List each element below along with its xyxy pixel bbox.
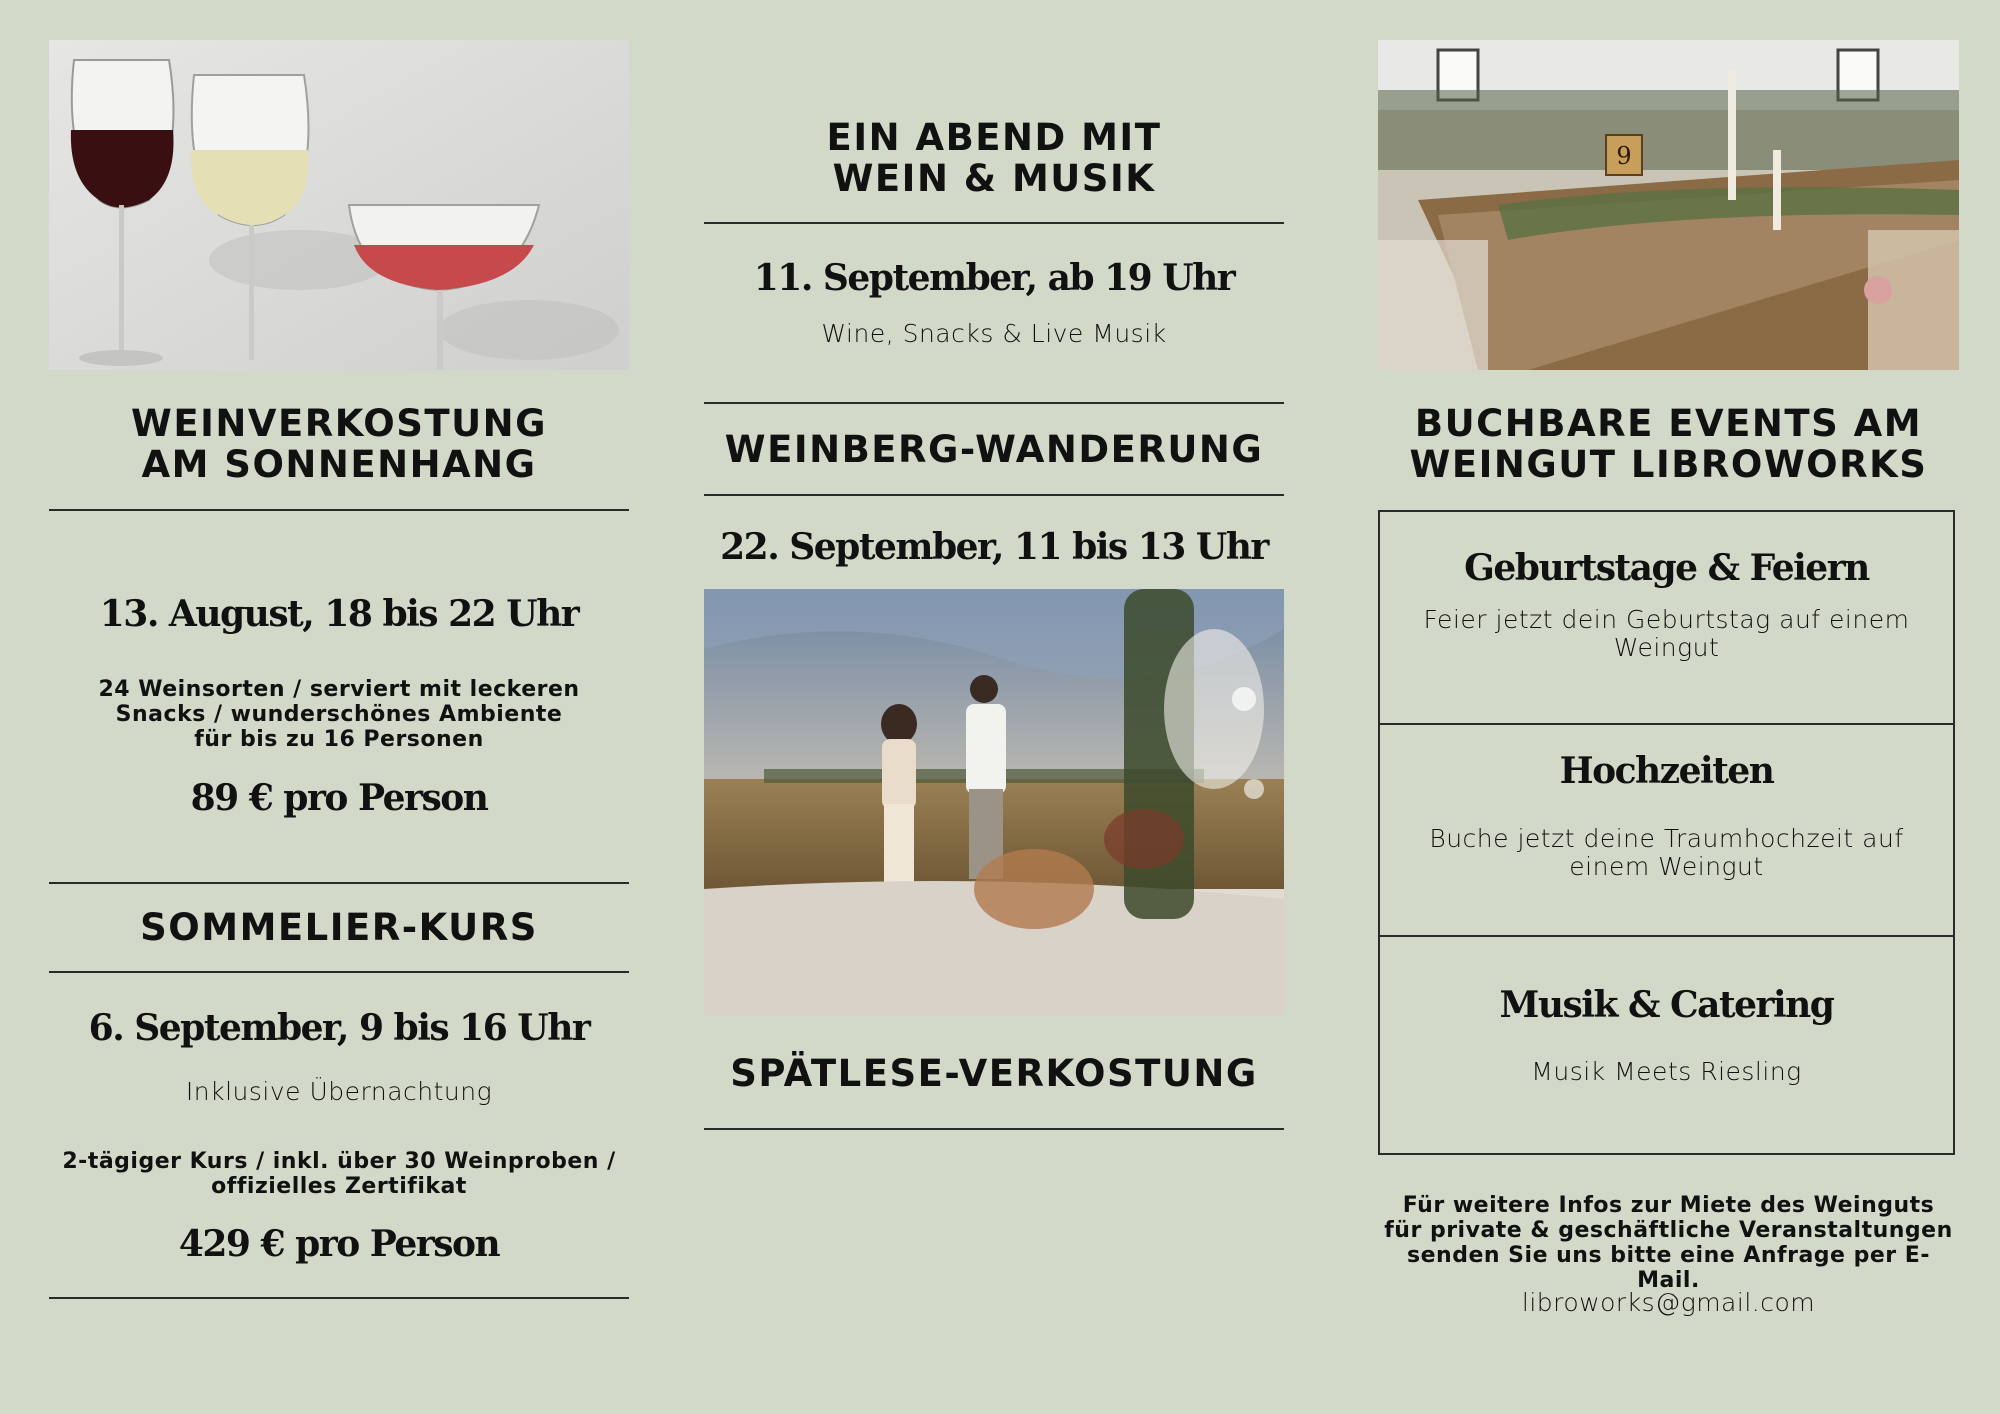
divider [704, 494, 1284, 496]
tasting-title-line2: AM SONNENHANG [141, 443, 537, 486]
divider [49, 882, 629, 884]
events-title [1378, 403, 1959, 485]
sommelier-price: 429 € pro Person [178, 1223, 500, 1265]
divider [704, 402, 1284, 404]
event-box-birthday[interactable] [1378, 510, 1955, 725]
tasting-desc-line1: 24 Weinsorten / serviert mit leckeren [98, 677, 580, 702]
tasting-desc-line2: Snacks / wunderschönes Ambiente [115, 702, 563, 727]
evening-subtitle: Wine, Snacks & Live Musik [821, 319, 1167, 348]
sommelier-date: 6. September, 9 bis 16 Uhr [88, 1007, 590, 1049]
event-box-title: Musik & Catering [1499, 984, 1834, 1026]
event-box-text-line1: Musik Meets Riesling [1531, 1057, 1802, 1086]
event-box-text-line2: einem Weingut [1569, 852, 1764, 881]
sommelier-subtitle: Inklusive Übernachtung [185, 1077, 493, 1106]
divider [49, 1297, 629, 1299]
contact-info [1378, 1193, 1959, 1293]
hike-date: 22. September, 11 bis 13 Uhr [720, 526, 1268, 568]
contact-email[interactable]: libroworks@gmail.com [1521, 1288, 1816, 1317]
evening-title-line1: EIN ABEND MIT [826, 116, 1162, 159]
divider [49, 509, 629, 511]
divider [49, 971, 629, 973]
banquet-table-photo [1378, 40, 1959, 370]
event-box-text [1380, 606, 1953, 662]
sommelier-desc-line1: 2-tägiger Kurs / inkl. über 30 Weinproben / [62, 1149, 616, 1174]
tasting-description [49, 677, 629, 752]
event-box-text [1380, 825, 1953, 881]
event-box-title: Hochzeiten [1559, 750, 1774, 792]
svg-text:9: 9 [1616, 142, 1632, 170]
tasting-price: 89 € pro Person [190, 777, 488, 819]
evening-title [704, 117, 1284, 199]
events-title-line1: BUCHBARE EVENTS AM [1414, 402, 1923, 445]
divider [704, 1128, 1284, 1130]
sommelier-description [49, 1149, 629, 1199]
event-box-text-line2: Weingut [1613, 633, 1720, 662]
tasting-desc-line3: für bis zu 16 Personen [194, 727, 484, 752]
event-box-text-line1: Buche jetzt deine Traumhochzeit auf [1429, 824, 1904, 853]
couple-vineyard-image [704, 589, 1284, 1015]
event-box-wedding[interactable] [1378, 723, 1955, 937]
hike-title: WEINBERG-WANDERUNG [724, 428, 1264, 471]
sommelier-desc-line2: offizielles Zertifikat [211, 1174, 467, 1199]
tasting-date: 13. August, 18 bis 22 Uhr [99, 593, 579, 635]
tasting-title [49, 403, 629, 485]
sommelier-title: SOMMELIER-KURS [140, 906, 538, 949]
event-box-title: Geburtstage & Feiern [1464, 547, 1869, 589]
contact-info-line2: für private & geschäftliche Veranstaltungen [1384, 1218, 1953, 1243]
event-box-music-catering[interactable] [1378, 935, 1955, 1155]
events-title-line2: WEINGUT LIBROWORKS [1409, 443, 1928, 486]
evening-date: 11. September, ab 19 Uhr [753, 257, 1235, 299]
wine-glasses-image [49, 40, 629, 370]
late-harvest-title: SPÄTLESE-VERKOSTUNG [730, 1052, 1258, 1095]
divider [704, 222, 1284, 224]
wine-glasses-photo [49, 40, 629, 370]
tasting-title-line1: WEINVERKOSTUNG [131, 402, 547, 445]
contact-info-line3: senden Sie uns bitte eine Anfrage per E-Mail. [1407, 1243, 1930, 1293]
event-box-text [1380, 1058, 1953, 1086]
evening-title-line2: WEIN & MUSIK [832, 157, 1156, 200]
event-box-text-line1: Feier jetzt dein Geburtstag auf einem [1423, 605, 1910, 634]
banquet-table-image [1378, 40, 1959, 370]
couple-vineyard-photo [704, 589, 1284, 1015]
contact-info-line1: Für weitere Infos zur Miete des Weinguts [1402, 1193, 1935, 1218]
